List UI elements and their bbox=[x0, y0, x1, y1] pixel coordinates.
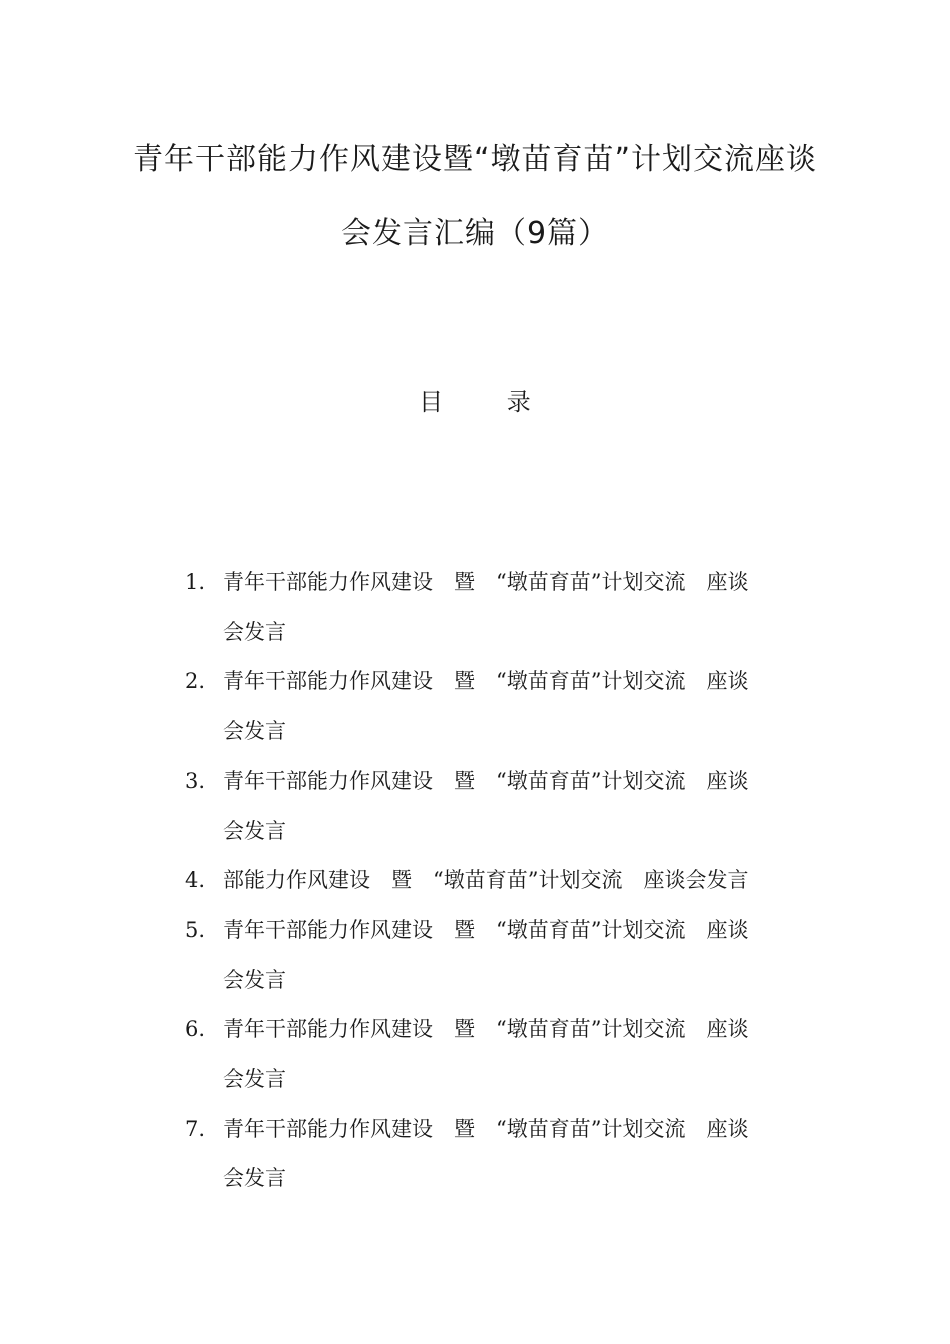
toc-item-title-line-1: 青年干部能力作风建设 暨 “墩苗育苗”计划交流 座谈 bbox=[223, 570, 749, 594]
toc-item-title-line-1: 青年干部能力作风建设 暨 “墩苗育苗”计划交流 座谈 bbox=[223, 917, 749, 942]
toc-item-title-line-2: 会发言 bbox=[223, 719, 286, 744]
toc-item-title-line-1: 青年干部能力作风建设 暨 “墩苗育苗”计划交流 座谈 bbox=[223, 1116, 749, 1141]
toc-item-4[interactable] bbox=[185, 856, 825, 906]
toc-item-number: 6. bbox=[185, 1017, 206, 1042]
toc-item-title-line-2: 会发言 bbox=[223, 818, 286, 843]
toc-item-number: 5. bbox=[185, 917, 206, 942]
toc-item-1[interactable] bbox=[185, 558, 825, 657]
toc-item-title-line-1: 青年干部能力作风建设 暨 “墩苗育苗”计划交流 座谈 bbox=[223, 1017, 749, 1042]
toc-item-number: 2. bbox=[185, 669, 206, 694]
table-of-contents bbox=[185, 558, 825, 1204]
toc-item-number: 3. bbox=[185, 768, 206, 793]
toc-item-title-line-1: 青年干部能力作风建设 暨 “墩苗育苗”计划交流 座谈 bbox=[223, 669, 749, 694]
document-title-line-1: 青年干部能力作风建设暨“墩苗育苗”计划交流座谈 bbox=[132, 142, 818, 177]
toc-heading: 目 录 bbox=[419, 388, 559, 416]
toc-item-number: 1. bbox=[185, 570, 206, 594]
toc-item-2[interactable] bbox=[185, 657, 825, 756]
toc-item-title-line-1: 青年干部能力作风建设 暨 “墩苗育苗”计划交流 座谈 bbox=[223, 768, 749, 793]
toc-item-title-line-2: 会发言 bbox=[223, 967, 286, 992]
toc-item-6[interactable] bbox=[185, 1005, 825, 1104]
toc-item-number: 7. bbox=[185, 1116, 206, 1141]
toc-item-title-line-2: 会发言 bbox=[223, 619, 286, 644]
document-title-line-2: 会发言汇编（9篇） bbox=[340, 216, 610, 251]
toc-item-7[interactable] bbox=[185, 1105, 825, 1204]
toc-item-3[interactable] bbox=[185, 757, 825, 856]
toc-item-5[interactable] bbox=[185, 906, 825, 1005]
toc-item-title-line-2: 会发言 bbox=[223, 1067, 286, 1092]
toc-item-title-line-2: 会发言 bbox=[223, 1166, 286, 1191]
toc-item-number: 4. bbox=[185, 868, 206, 893]
toc-item-title-line-1: 部能力作风建设 暨 “墩苗育苗”计划交流 座谈会发言 bbox=[223, 868, 749, 893]
